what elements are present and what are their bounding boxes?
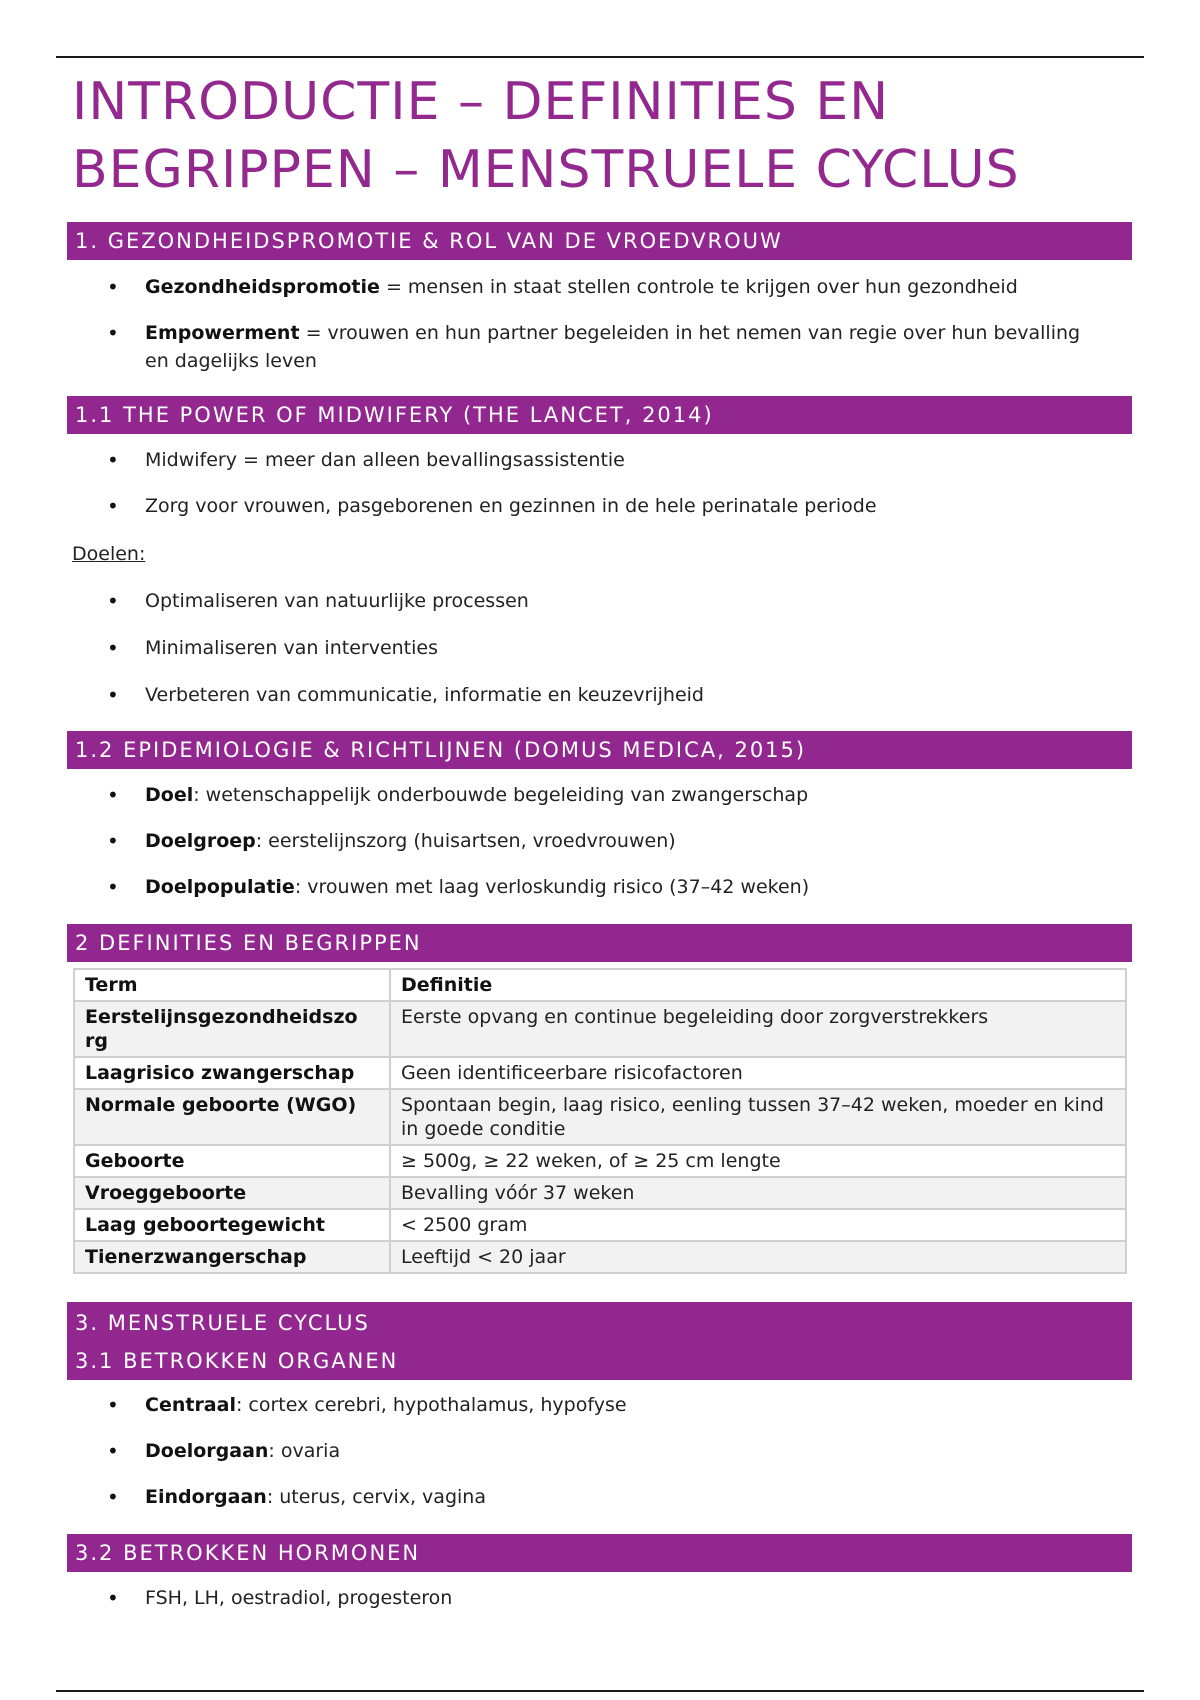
table-row: [74, 1001, 1126, 1057]
list-item: [100, 781, 1100, 809]
section-heading-3-2: 3.2 BETROKKEN HORMONEN: [67, 1534, 1132, 1572]
term: Eindorgaan: [145, 1486, 267, 1508]
term-cell: Vroeggeboorte: [74, 1177, 390, 1209]
page-title: [72, 68, 1132, 204]
table-row: [74, 1241, 1126, 1273]
list-item: • FSH, LH, oestradiol, progesteron: [100, 1584, 1100, 1612]
page-title-line-1: INTRODUCTIE – DEFINITIES EN: [72, 72, 890, 132]
term-cell: Laagrisico zwangerschap: [74, 1057, 390, 1089]
term-cell: Geboorte: [74, 1145, 390, 1177]
list-item: [100, 1437, 1100, 1465]
section-1-1-list: [100, 446, 1100, 520]
section-3-1-list: [100, 1391, 1100, 1511]
term-cell: Tienerzwangerschap: [74, 1241, 390, 1273]
list-item: • Minimaliseren van interventies: [100, 634, 1100, 662]
description: : uterus, cervix, vagina: [266, 1486, 486, 1508]
definition-cell: Spontaan begin, laag risico, eenling tussen 37–42 weken, moeder en kind in goede conditie: [390, 1089, 1126, 1145]
description: = mensen in staat stellen controle te krijgen over hun gezondheid: [379, 276, 1018, 298]
definition-cell: Bevalling vóór 37 weken: [390, 1177, 1126, 1209]
section-heading-2: 2 DEFINITIES EN BEGRIPPEN: [67, 924, 1132, 962]
goals-label: Doelen:: [72, 543, 146, 565]
list-item: [100, 319, 1100, 375]
bottom-rule: [56, 1690, 1144, 1692]
definition-cell: < 2500 gram: [390, 1209, 1126, 1241]
section-heading-3-title: 3. MENSTRUELE CYCLUS: [75, 1311, 370, 1335]
definition-cell: ≥ 500g, ≥ 22 weken, of ≥ 25 cm lengte: [390, 1145, 1126, 1177]
goals-list: [100, 587, 1100, 709]
top-rule: [56, 56, 1144, 58]
section-heading-3-1-title: 3.1 BETROKKEN ORGANEN: [75, 1349, 399, 1373]
description: : cortex cerebri, hypothalamus, hypofyse: [235, 1394, 627, 1416]
definition-cell: Eerste opvang en continue begeleiding door zorgverstrekkers: [390, 1001, 1126, 1057]
list-item: [100, 1391, 1100, 1419]
list-item: • Midwifery = meer dan alleen bevallingsassistentie: [100, 446, 1100, 474]
list-item: • Verbeteren van communicatie, informatie en keuzevrijheid: [100, 681, 1100, 709]
definitions-table: [73, 968, 1127, 1274]
list-item: [100, 873, 1100, 901]
term: Doel: [145, 784, 194, 806]
term-cell: Normale geboorte (WGO): [74, 1089, 390, 1145]
description: : ovaria: [268, 1440, 341, 1462]
section-heading-1: 1. GEZONDHEIDSPROMOTIE & ROL VAN DE VROEDVROUW: [67, 222, 1132, 260]
list-item: • Zorg voor vrouwen, pasgeborenen en gezinnen in de hele perinatale periode: [100, 492, 1100, 520]
table-row: [74, 1145, 1126, 1177]
term: Gezondheidspromotie: [145, 276, 380, 298]
term: Doelorgaan: [145, 1440, 269, 1462]
table-row: [74, 1089, 1126, 1145]
column-header-term: Term: [74, 969, 390, 1001]
column-header-definition: Definitie: [390, 969, 1126, 1001]
list-item: [100, 1483, 1100, 1511]
term: Doelgroep: [145, 830, 256, 852]
section-heading-1-2: 1.2 EPIDEMIOLOGIE & RICHTLIJNEN (DOMUS MEDICA, 2015): [67, 731, 1132, 769]
section-1-list: [100, 273, 1100, 375]
description: : vrouwen met laag verloskundig risico (37–42 weken): [294, 876, 810, 898]
term: Empowerment: [145, 322, 300, 344]
section-3-2-list: [100, 1584, 1100, 1612]
list-item: [100, 827, 1100, 855]
definition-cell: Geen identificeerbare risicofactoren: [390, 1057, 1126, 1089]
list-item: • Optimaliseren van natuurlijke processen: [100, 587, 1100, 615]
page-title-line-2: BEGRIPPEN – MENSTRUELE CYCLUS: [72, 140, 1020, 200]
term: Centraal: [145, 1394, 236, 1416]
term-cell: Laag geboortegewicht: [74, 1209, 390, 1241]
term-cell: Eerstelijnsgezondheidszo rg: [74, 1001, 390, 1057]
term: Doelpopulatie: [145, 876, 295, 898]
section-heading-3: [67, 1302, 1132, 1380]
description: : eerstelijnszorg (huisartsen, vroedvrouwen): [255, 830, 676, 852]
table-row: [74, 1209, 1126, 1241]
description: : wetenschappelijk onderbouwde begeleiding van zwangerschap: [193, 784, 809, 806]
section-1-2-list: [100, 781, 1100, 901]
table-row: [74, 1177, 1126, 1209]
definition-cell: Leeftijd < 20 jaar: [390, 1241, 1126, 1273]
table-header-row: [74, 969, 1126, 1001]
section-heading-1-1: 1.1 THE POWER OF MIDWIFERY (THE LANCET, 2014): [67, 396, 1132, 434]
table-row: [74, 1057, 1126, 1089]
description: = vrouwen en hun partner begeleiden in het nemen van regie over hun bevalling en dagelijks leven: [145, 322, 1081, 372]
list-item: [100, 273, 1100, 301]
